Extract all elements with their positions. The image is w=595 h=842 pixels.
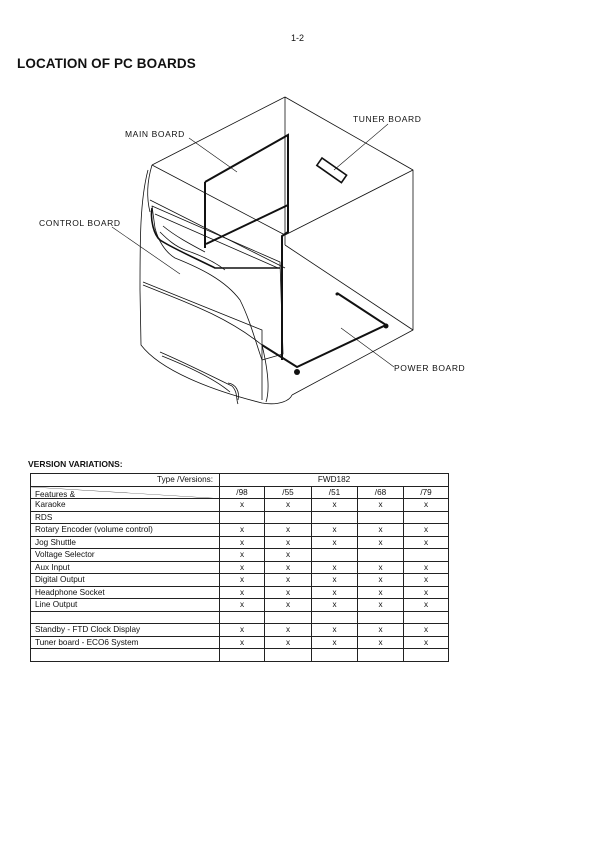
page-number: 1-2 [290,33,304,43]
availability-mark: x [358,524,404,537]
table-row [31,561,449,574]
model-name: FWD182 [220,474,449,487]
feature-name: Line Output [31,599,220,612]
availability-mark [220,511,265,524]
availability-mark: x [358,624,404,637]
table-header-row-columns [31,486,449,499]
availability-mark [358,511,404,524]
availability-mark [312,511,358,524]
feature-name: Digital Output [31,574,220,587]
availability-mark: x [358,561,404,574]
availability-mark: x [220,636,265,649]
column-header-79: /79 [404,486,449,499]
control-board-label: CONTROL BOARD [39,218,121,228]
availability-mark: x [312,599,358,612]
table-row [31,536,449,549]
features-label: Features & [35,489,76,499]
availability-mark: x [404,499,449,512]
tuner-board-leader [334,124,388,170]
feature-name: RDS [31,511,220,524]
availability-mark [265,649,312,662]
version-variations-table [30,473,449,662]
feature-name: Headphone Socket [31,586,220,599]
power-board-label: POWER BOARD [394,363,466,373]
version-variations-heading: VERSION VARIATIONS: [28,459,123,469]
tuner-board-label: TUNER BOARD [353,114,422,124]
availability-mark [404,549,449,562]
availability-mark: x [220,524,265,537]
table-row [31,549,449,562]
availability-mark: x [358,586,404,599]
feature-name: Voltage Selector [31,549,220,562]
availability-mark: x [404,536,449,549]
availability-mark [358,611,404,624]
availability-mark [312,649,358,662]
availability-mark: x [404,574,449,587]
availability-mark: x [265,624,312,637]
table-row [31,524,449,537]
availability-mark: x [220,536,265,549]
availability-mark [404,511,449,524]
main-board-leader [189,138,237,172]
column-header-98: /98 [220,486,265,499]
features-header-cell [31,486,220,499]
feature-name: Standby - FTD Clock Display [31,624,220,637]
column-header-51: /51 [312,486,358,499]
page-title: LOCATION OF PC BOARDS [17,56,196,71]
availability-mark [312,611,358,624]
availability-mark: x [265,636,312,649]
table-header-row-type [31,474,449,487]
feature-name [31,649,220,662]
availability-mark: x [265,561,312,574]
main-board-label: MAIN BOARD [125,129,185,139]
pc-board-location-diagram [0,85,595,425]
availability-mark: x [312,561,358,574]
cabinet-top-front-edge [152,165,413,235]
table-row [31,511,449,524]
availability-mark: x [312,586,358,599]
availability-mark: x [404,586,449,599]
availability-mark: x [404,524,449,537]
feature-name: Tuner board - ECO6 System [31,636,220,649]
availability-mark: x [265,599,312,612]
availability-mark [265,611,312,624]
availability-mark: x [265,499,312,512]
availability-mark [404,649,449,662]
availability-mark: x [220,549,265,562]
availability-mark: x [312,636,358,649]
availability-mark: x [404,636,449,649]
table-row [31,574,449,587]
availability-mark: x [312,574,358,587]
availability-mark [404,611,449,624]
availability-mark: x [358,499,404,512]
availability-mark: x [265,536,312,549]
availability-mark: x [265,586,312,599]
table-row [31,611,449,624]
availability-mark: x [358,599,404,612]
availability-mark [220,611,265,624]
feature-name: Aux Input [31,561,220,574]
availability-mark: x [404,624,449,637]
availability-mark: x [358,574,404,587]
availability-mark: x [358,536,404,549]
cabinet-rear-bottom [285,245,413,330]
availability-mark: x [358,636,404,649]
availability-mark: x [265,574,312,587]
availability-mark [358,649,404,662]
column-header-55: /55 [265,486,312,499]
availability-mark: x [312,536,358,549]
control-board-leader [112,227,180,274]
feature-name: Jog Shuttle [31,536,220,549]
table-row [31,636,449,649]
front-panel [140,170,292,404]
availability-mark: x [220,499,265,512]
feature-name: Karaoke [31,499,220,512]
control-panel-frame [152,206,283,360]
availability-mark: x [220,624,265,637]
table-row [31,499,449,512]
availability-mark: x [220,599,265,612]
availability-mark: x [404,599,449,612]
availability-mark: x [404,561,449,574]
table-row [31,624,449,637]
availability-mark: x [312,524,358,537]
availability-mark [265,511,312,524]
table-row [31,599,449,612]
availability-mark: x [312,624,358,637]
tuner-board-shape [317,158,347,183]
availability-mark [312,549,358,562]
feature-name [31,611,220,624]
power-board-shape [262,293,386,367]
type-versions-label: Type /Versions: [31,474,220,487]
availability-mark: x [220,561,265,574]
availability-mark [220,649,265,662]
availability-mark: x [220,574,265,587]
feature-name: Rotary Encoder (volume control) [31,524,220,537]
availability-mark: x [312,499,358,512]
table-row [31,586,449,599]
availability-mark: x [265,524,312,537]
availability-mark: x [220,586,265,599]
availability-mark: x [265,549,312,562]
column-header-68: /68 [358,486,404,499]
table-row [31,649,449,662]
availability-mark [358,549,404,562]
